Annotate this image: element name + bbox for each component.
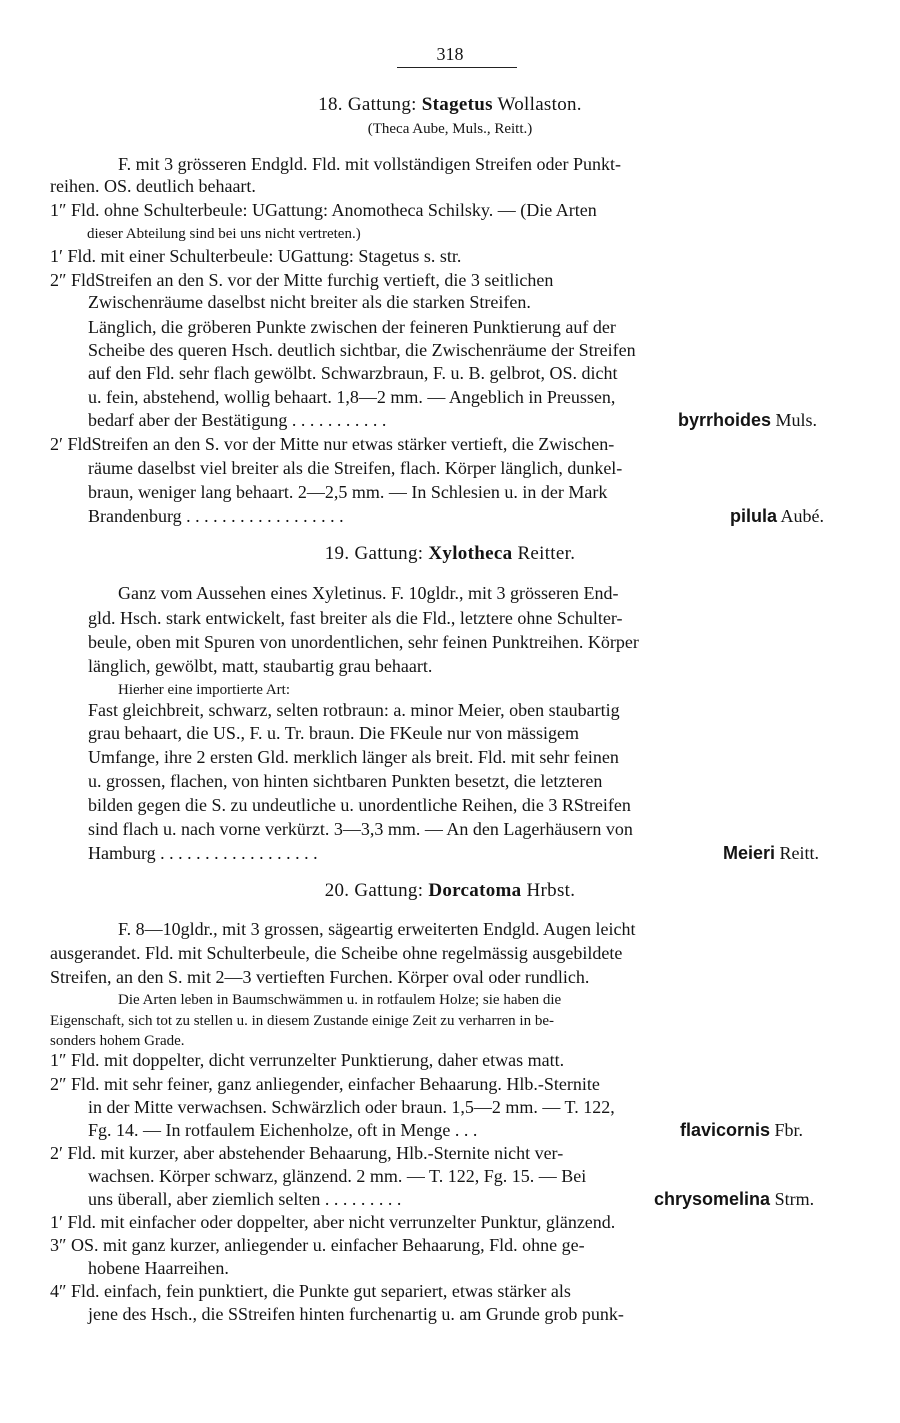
- text-line: grau behaart, die US., F. u. Tr. braun. Die FKeule nur von mässigem: [88, 723, 580, 743]
- text-line: 2″ FldStreifen an den S. vor der Mitte furchig vertieft, die 3 seitlichen: [50, 270, 554, 290]
- text-line: Die Arten leben in Baumschwämmen u. in rotfaulem Holze; sie haben die: [118, 992, 562, 1008]
- text-line: F. 8—10gldr., mit 3 grossen, sägeartig erweiterten Endgld. Augen leicht: [118, 919, 636, 939]
- text-line: räume daselbst viel breiter als die Streifen, flach. Körper länglich, dunkel-: [88, 458, 623, 478]
- text-line: u. grossen, flachen, von hinten sichtbaren Punkten besetzt, die letzteren: [88, 771, 603, 791]
- text-line: braun, weniger lang behaart. 2—2,5 mm. — In Schlesien u. in der Mark: [88, 482, 608, 502]
- text-line: dieser Abteilung sind bei uns nicht vertreten.): [87, 226, 361, 242]
- species-line: [88, 505, 900, 527]
- text-line: u. fein, abstehend, wollig behaart. 1,8—2 mm. — Angeblich in Preussen,: [88, 387, 616, 407]
- text-line: Eigenschaft, sich tot zu stellen u. in diesem Zustande einige Zeit zu verharren in be-: [50, 1013, 554, 1029]
- text-line: in der Mitte verwachsen. Schwärzlich oder braun. 1,5—2 mm. — T. 122,: [88, 1097, 615, 1117]
- section-heading-19: [0, 543, 900, 565]
- text-line: 1″ Fld. ohne Schulterbeule: UGattung: Anomotheca Schilsky. — (Die Arten: [50, 200, 597, 220]
- text-line: beule, oben mit Spuren von unordentlichen, sehr feinen Punktreihen. Körper: [88, 632, 639, 652]
- text-line: uns überall, aber ziemlich selten . . . . . . . . .: [88, 1189, 402, 1209]
- text-line: bilden gegen die S. zu undeutliche u. unordentliche Reihen, die 3 RStreifen: [88, 795, 631, 815]
- text-line: 2″ Fld. mit sehr feiner, ganz anliegender, einfacher Behaarung. Hlb.-Sternite: [50, 1074, 600, 1094]
- text-line: Länglich, die gröberen Punkte zwischen der feineren Punktierung auf der: [88, 317, 616, 337]
- text-line: sind flach u. nach vorne verkürzt. 3—3,3 mm. — An den Lagerhäusern von: [88, 819, 633, 839]
- text-line: Fast gleichbreit, schwarz, selten rotbraun: a. minor Meier, oben staubartig: [88, 700, 620, 720]
- text-line: gld. Hsch. stark entwickelt, fast breiter als die Fld., letztere ohne Schulter-: [88, 608, 623, 628]
- text-line: 1″ Fld. mit doppelter, dicht verrunzelter Punktierung, daher etwas matt.: [50, 1050, 565, 1070]
- text-line: F. mit 3 grösseren Endgld. Fld. mit vollständigen Streifen oder Punkt-: [118, 154, 622, 174]
- text-line: 3″ OS. mit ganz kurzer, anliegender u. einfacher Behaarung, Fld. ohne ge-: [50, 1235, 585, 1255]
- genus-name: Stagetus: [421, 94, 493, 115]
- genus-name: Dorcatoma: [428, 880, 522, 901]
- text-line: Hierher eine importierte Art:: [118, 682, 291, 698]
- species-name: flavicornis: [680, 1120, 771, 1140]
- heading-prefix: 20. Gattung:: [324, 880, 424, 901]
- text-line: Hamburg . . . . . . . . . . . . . . . . . .: [88, 843, 318, 863]
- page-number-rule: [397, 67, 517, 68]
- text-line: hobene Haarreihen.: [88, 1258, 229, 1278]
- text-line: 1′ Fld. mit einer Schulterbeule: UGattung: Stagetus s. str.: [50, 246, 462, 266]
- text-line: Streifen, an den S. mit 2—3 vertieften Furchen. Körper oval oder rundlich.: [50, 967, 590, 987]
- text-line: 1′ Fld. mit einfacher oder doppelter, aber nicht verrunzelter Punktur, glänzend.: [50, 1212, 616, 1232]
- text-line: Scheibe des queren Hsch. deutlich sichtbar, die Zwischenräume der Streifen: [88, 340, 636, 360]
- heading-prefix: 18. Gattung:: [318, 94, 417, 115]
- species-name: chrysomelina: [654, 1189, 771, 1209]
- species-name: Meieri: [723, 843, 776, 863]
- text-line: 4″ Fld. einfach, fein punktiert, die Punkte gut separiert, etwas stärker als: [50, 1281, 571, 1301]
- text-line: Zwischenräume daselbst nicht breiter als die starken Streifen.: [88, 292, 531, 312]
- text-line: Ganz vom Aussehen eines Xyletinus. F. 10gldr., mit 3 grösseren End-: [118, 583, 619, 603]
- section-heading-20: [0, 880, 900, 902]
- text-line: sonders hohem Grade.: [50, 1033, 185, 1049]
- synonyms-line: (Theca Aube, Muls., Reitt.): [367, 121, 533, 137]
- species-name: byrrhoides: [678, 410, 772, 430]
- text-line: Umfange, ihre 2 ersten Gld. merklich länger als breit. Fld. mit sehr feinen: [88, 747, 619, 767]
- text-line: wachsen. Körper schwarz, glänzend. 2 mm. — T. 122, Fg. 15. — Bei: [88, 1166, 587, 1186]
- species-line: [88, 1188, 900, 1210]
- genus-name: Xylotheca: [428, 543, 513, 564]
- page-number: 318: [436, 44, 464, 64]
- genus-author: Wollaston.: [497, 94, 582, 115]
- genus-author: Hrbst.: [526, 880, 576, 901]
- text-line: 2′ Fld. mit kurzer, aber abstehender Behaarung, Hlb.-Sternite nicht ver-: [50, 1143, 564, 1163]
- species-author: Fbr.: [774, 1120, 804, 1140]
- species-line: [88, 409, 900, 431]
- text-line: reihen. OS. deutlich behaart.: [50, 176, 256, 196]
- text-line: auf den Fld. sehr flach gewölbt. Schwarzbraun, F. u. B. gelbrot, OS. dicht: [88, 363, 618, 383]
- text-line: länglich, gewölbt, matt, staubartig grau behaart.: [88, 656, 433, 676]
- text-line: jene des Hsch., die SStreifen hinten furchenartig u. am Grunde grob punk-: [88, 1304, 624, 1324]
- text-line: Fg. 14. — In rotfaulem Eichenholze, oft in Menge . . .: [88, 1120, 478, 1140]
- species-name: pilula: [730, 506, 778, 526]
- heading-prefix: 19. Gattung:: [324, 543, 424, 564]
- text-line: bedarf aber der Bestätigung . . . . . . . . . . .: [88, 410, 387, 430]
- species-author: Aubé.: [780, 506, 825, 526]
- text-line: 2′ FldStreifen an den S. vor der Mitte nur etwas stärker vertieft, die Zwischen-: [50, 434, 615, 454]
- species-author: Muls.: [775, 410, 818, 430]
- species-line: [88, 1119, 900, 1141]
- species-line: [88, 842, 900, 864]
- species-author: Strm.: [774, 1189, 815, 1209]
- text-line: Brandenburg . . . . . . . . . . . . . . . . . .: [88, 506, 344, 526]
- genus-author: Reitter.: [517, 543, 576, 564]
- section-heading-18: [0, 94, 900, 116]
- species-author: Reitt.: [779, 843, 820, 863]
- text-line: ausgerandet. Fld. mit Schulterbeule, die Scheibe ohne regelmässig ausgebildete: [50, 943, 623, 963]
